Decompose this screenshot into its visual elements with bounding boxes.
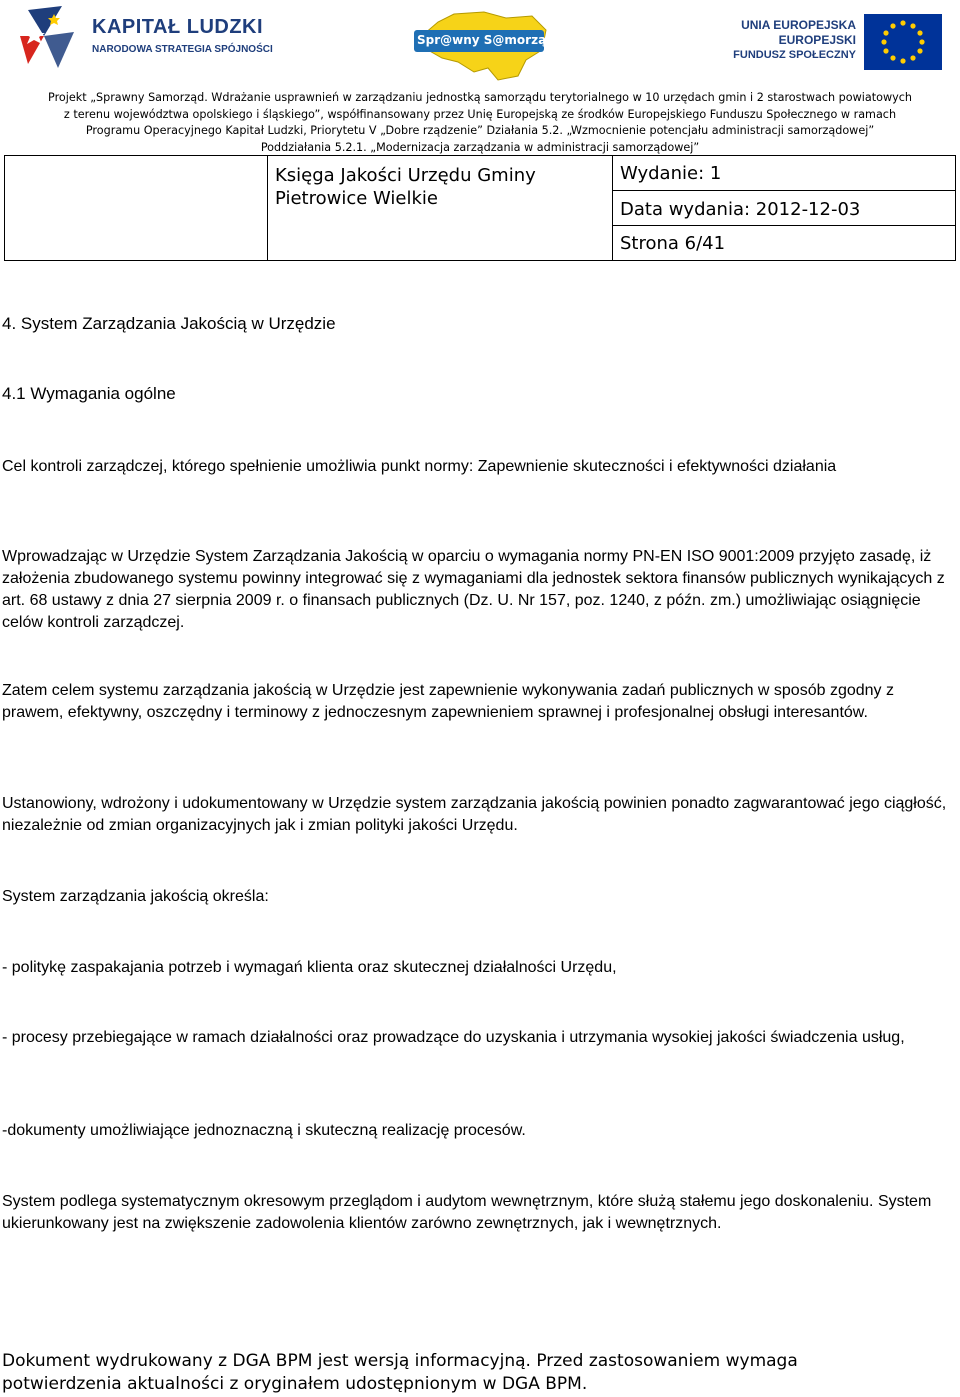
header-logo-cell bbox=[5, 156, 268, 260]
eu-flag-icon bbox=[864, 14, 942, 70]
header-meta-cell bbox=[613, 156, 955, 260]
eu-line1: UNIA EUROPEJSKA bbox=[741, 18, 856, 32]
eu-line3: FUNDUSZ SPOŁECZNY bbox=[733, 49, 856, 61]
project-info-line: Projekt „Sprawny Samorząd. Wdrażanie usprawnień w zarządzaniu jednostką samorządu terytorialnego w 10 urzędach gmin i 2 starostwach powiatowych bbox=[48, 91, 912, 104]
paragraph: Zatem celem systemu zarządzania jakością w Urzędzie jest zapewnienie wykonywania zadań publicznych w sposób zgodny z prawem, efektywny, oszczędny i terminowy z jednoczesnym zapewnieniem sprawnej i profesjonalnej obsługi interesantów. bbox=[2, 682, 894, 721]
paragraph: System podlega systematycznym okresowym przeglądom i audytom wewnętrznym, które służą stałemu jego doskonaleniu. System ukierunkowany jest na zwiększenie zadowolenia klientów zarówno zewnętrznych, jak i wewnętrznych. bbox=[2, 1193, 932, 1232]
project-info-line: Programu Operacyjnego Kapitał Ludzki, Priorytetu V „Dobre rządzenie” Działania 5.2. „Wzmocnienie potencjału administracji samorządowej” bbox=[85, 124, 875, 137]
sprawny-samorzad-logo bbox=[414, 10, 554, 82]
project-info bbox=[0, 90, 960, 156]
kapital-ludzki-logo bbox=[14, 6, 273, 74]
paragraph: Wprowadzając w Urzędzie System Zarządzania Jakością w oparciu o wymagania normy PN-EN ISO 9001:2009 przyjęto zasadę, iż założenia zbudowanego systemu powinny integrować się z wymaganiami dla jednostek sektora finansów publicznych wynikających z art. 68 ustawy z dnia 27 sierpnia 2009 r. o finansach publicznych (Dz. U. Nr 157, poz. 1240, z późn. zm.) umożliwiając osiągnięcie celów kontroli zarządczej. bbox=[2, 548, 945, 631]
page-number: Strona 6/41 bbox=[613, 225, 955, 260]
project-logo-text: Spr@wny S@morząd bbox=[417, 33, 555, 47]
project-info-line: z terenu województwa opolskiego i śląskiego”, współfinansowany przez Unię Europejską ze środków Europejskiego Funduszu Społecznego w ramach bbox=[63, 107, 897, 121]
issue-date: Data wydania: 2012-12-03 bbox=[613, 190, 955, 225]
footer-line: Dokument wydrukowany z DGA BPM jest wersją informacyjną. Przed zastosowaniem wymaga bbox=[2, 1351, 798, 1371]
section-heading: 4. System Zarządzania Jakością w Urzędzie bbox=[2, 314, 336, 333]
paragraph: Cel kontroli zarządczej, którego spełnienie umożliwia punkt normy: Zapewnienie skuteczności i efektywności działania bbox=[2, 458, 837, 475]
paragraph: Ustanowiony, wdrożony i udokumentowany w Urzędzie system zarządzania jakością powinien ponadto zagwarantować jego ciągłość, niezależnie od zmian organizacyjnych jak i zmian polityki jakości Urzędu. bbox=[2, 795, 947, 834]
kapital-ludzki-subtitle: NARODOWA STRATEGIA SPÓJNOŚCI bbox=[92, 44, 273, 55]
kapital-ludzki-emblem-icon bbox=[14, 6, 86, 72]
kapital-ludzki-title: KAPITAŁ LUDZKI bbox=[92, 16, 264, 38]
document-title: Księga Jakości Urzędu Gminy Pietrowice Wielkie bbox=[275, 165, 536, 209]
paragraph: System zarządzania jakością określa: bbox=[2, 888, 269, 905]
eu-logo-text bbox=[726, 18, 856, 63]
list-item: - politykę zaspakajania potrzeb i wymagań klienta oraz skutecznej działalności Urzędu, bbox=[2, 959, 617, 976]
list-item: -dokumenty umożliwiające jednoznaczną i skuteczną realizację procesów. bbox=[2, 1122, 526, 1139]
eu-line2: EUROPEJSKI bbox=[778, 33, 856, 47]
edition: Wydanie: 1 bbox=[620, 163, 722, 184]
footer-note bbox=[2, 1350, 952, 1396]
list-item: - procesy przebiegające w ramach działalności oraz prowadzące do uzyskania i utrzymania wysokiej jakości świadczenia usług, bbox=[2, 1029, 905, 1046]
eu-logo bbox=[726, 14, 942, 70]
header-title-cell bbox=[268, 156, 613, 260]
document-header-table bbox=[4, 155, 956, 261]
subsection-heading: 4.1 Wymagania ogólne bbox=[2, 384, 176, 403]
footer-line: potwierdzenia aktualności z oryginałem udostępnionym w DGA BPM. bbox=[2, 1374, 588, 1394]
project-info-line: Poddziałania 5.2.1. „Modernizacja zarządzania w administracji samorządowej” bbox=[260, 140, 700, 154]
